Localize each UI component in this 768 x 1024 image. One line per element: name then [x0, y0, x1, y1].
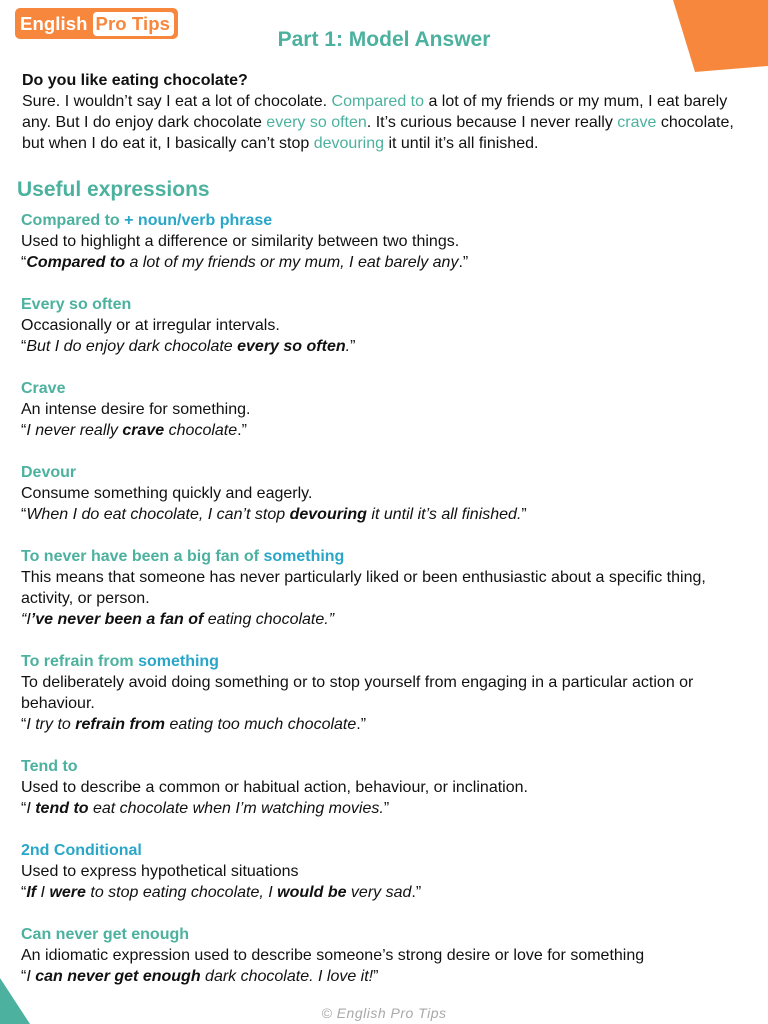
expression-example	[21, 714, 741, 735]
model-answer-text	[22, 91, 748, 154]
example-text: But I do enjoy dark chocolate	[26, 338, 238, 355]
expression-example	[21, 966, 741, 987]
example-text: eating chocolate.”	[203, 611, 335, 628]
example-text: ”	[383, 800, 390, 817]
expression-definition: An intense desire for something.	[21, 401, 251, 418]
example-text: I never really	[26, 422, 123, 439]
example-text: ”	[521, 506, 527, 523]
expression-heading	[21, 840, 741, 861]
highlight-phrase: devouring	[313, 135, 384, 152]
expression-block	[21, 378, 741, 441]
example-text: “	[21, 884, 27, 901]
expression-heading: Crave	[21, 380, 66, 397]
example-text: “	[21, 422, 27, 439]
answer-text: a lot of my friends or my mum, I eat barely any. But I do enjoy dark chocolate	[22, 93, 728, 131]
example-text: very sad	[346, 884, 412, 901]
example-text: ”	[350, 338, 356, 355]
example-text: “	[21, 506, 27, 523]
expression-definition: An idiomatic expression used to describe someone’s strong desire or love for something	[21, 947, 645, 964]
expression-block	[21, 462, 741, 525]
example-text: .”	[237, 422, 247, 439]
example-keyword: devouring	[289, 506, 367, 523]
example-text: .”	[458, 254, 469, 271]
example-text: When I do eat chocolate, I can’t stop	[26, 506, 290, 523]
expression-heading: Devour	[21, 464, 77, 481]
example-text: “	[21, 716, 27, 733]
logo-english-text: English	[20, 12, 88, 34]
example-text: I	[26, 800, 36, 817]
example-keyword: can never get enough	[35, 968, 201, 985]
answer-text: . It’s curious because I never really	[366, 114, 618, 131]
model-question: Do you like eating chocolate?	[22, 72, 248, 89]
example-text: dark chocolate. I love it!	[200, 968, 374, 985]
example-keyword: tend to	[35, 800, 89, 817]
example-text: “	[21, 800, 27, 817]
expression-block	[21, 546, 741, 630]
expression-definition: Used to describe a common or habitual action, behaviour, or inclination.	[21, 779, 528, 796]
example-keyword: crave	[122, 422, 165, 439]
expression-term: Compared to	[21, 212, 120, 229]
expression-block	[21, 651, 741, 735]
example-keyword: Compared to	[26, 254, 125, 271]
expression-block	[21, 924, 741, 987]
example-text: .	[345, 338, 351, 355]
answer-text: it until it’s all finished.	[384, 135, 539, 152]
expression-pattern: something	[263, 548, 345, 565]
answer-text: chocolate, but when I do eat it, I basically can’t stop	[22, 114, 734, 152]
expression-block	[21, 756, 741, 819]
expression-definition: This means that someone has never particularly liked or been enthusiastic about a specific thing, activity, or person.	[21, 569, 706, 607]
expression-block	[21, 210, 741, 273]
expression-example	[21, 882, 741, 903]
example-text: I	[36, 884, 50, 901]
section-title: Useful expressions	[17, 178, 210, 201]
expression-heading: Tend to	[21, 758, 78, 775]
expression-definition: Used to express hypothetical situations	[21, 863, 299, 880]
example-text: I try to	[26, 716, 76, 733]
expression-definition: Occasionally or at irregular intervals.	[21, 317, 280, 334]
highlight-phrase: Compared to	[331, 93, 425, 110]
example-text: it until it’s all finished.	[366, 506, 522, 523]
expression-block	[21, 840, 741, 903]
logo-pro-tips-text: Pro Tips	[93, 12, 174, 36]
example-text: I	[26, 968, 36, 985]
example-keyword: refrain from	[75, 716, 166, 733]
footer-copyright: © English Pro Tips	[321, 1005, 447, 1021]
expression-definition: Consume something quickly and eagerly.	[21, 485, 313, 502]
expression-example	[21, 609, 741, 630]
example-text: “	[21, 254, 27, 271]
expression-heading	[21, 210, 741, 231]
example-keyword: would be	[277, 884, 347, 901]
example-text: .”	[411, 884, 422, 901]
example-keyword: every so often	[237, 338, 346, 355]
expression-term: To never have been a big fan of	[21, 548, 259, 565]
example-text: chocolate	[164, 422, 238, 439]
example-text: “	[21, 968, 27, 985]
expression-example	[21, 798, 741, 819]
example-keyword: were	[49, 884, 86, 901]
example-text: a lot of my friends or my mum, I eat barely any	[125, 254, 459, 271]
example-text: eating too much chocolate	[165, 716, 357, 733]
expression-heading	[21, 651, 741, 672]
expression-example	[21, 336, 741, 357]
expression-heading: Every so often	[21, 296, 132, 313]
highlight-phrase: every so often	[266, 114, 367, 131]
highlight-phrase: crave	[617, 114, 657, 131]
expression-example	[21, 420, 741, 441]
example-text: to stop eating chocolate, I	[85, 884, 278, 901]
expression-heading	[21, 546, 741, 567]
example-keyword: ’ve never been a fan of	[30, 611, 204, 628]
expression-pattern: something	[138, 653, 219, 670]
expression-definition: Used to highlight a difference or similarity between two things.	[21, 233, 460, 250]
example-text: .”	[356, 716, 367, 733]
example-text: “	[21, 338, 27, 355]
example-text: “I	[21, 611, 31, 628]
expression-example	[21, 504, 741, 525]
expression-pattern: + noun/verb phrase	[124, 212, 273, 229]
example-keyword: If	[26, 884, 37, 901]
expression-example	[21, 252, 741, 273]
expression-block	[21, 294, 741, 357]
expression-term: 2nd Conditional	[21, 842, 142, 859]
example-text: eat chocolate when I’m watching movies.	[88, 800, 384, 817]
page-title: Part 1: Model Answer	[277, 28, 491, 51]
expression-definition: To deliberately avoid doing something or to stop yourself from engaging in a particular action or behaviour.	[21, 674, 694, 712]
model-answer	[22, 70, 748, 154]
example-text: ”	[373, 968, 379, 985]
expression-heading: Can never get enough	[21, 926, 190, 943]
answer-text: Sure. I wouldn’t say I eat a lot of chocolate.	[22, 93, 332, 110]
expression-term: To refrain from	[21, 653, 134, 670]
